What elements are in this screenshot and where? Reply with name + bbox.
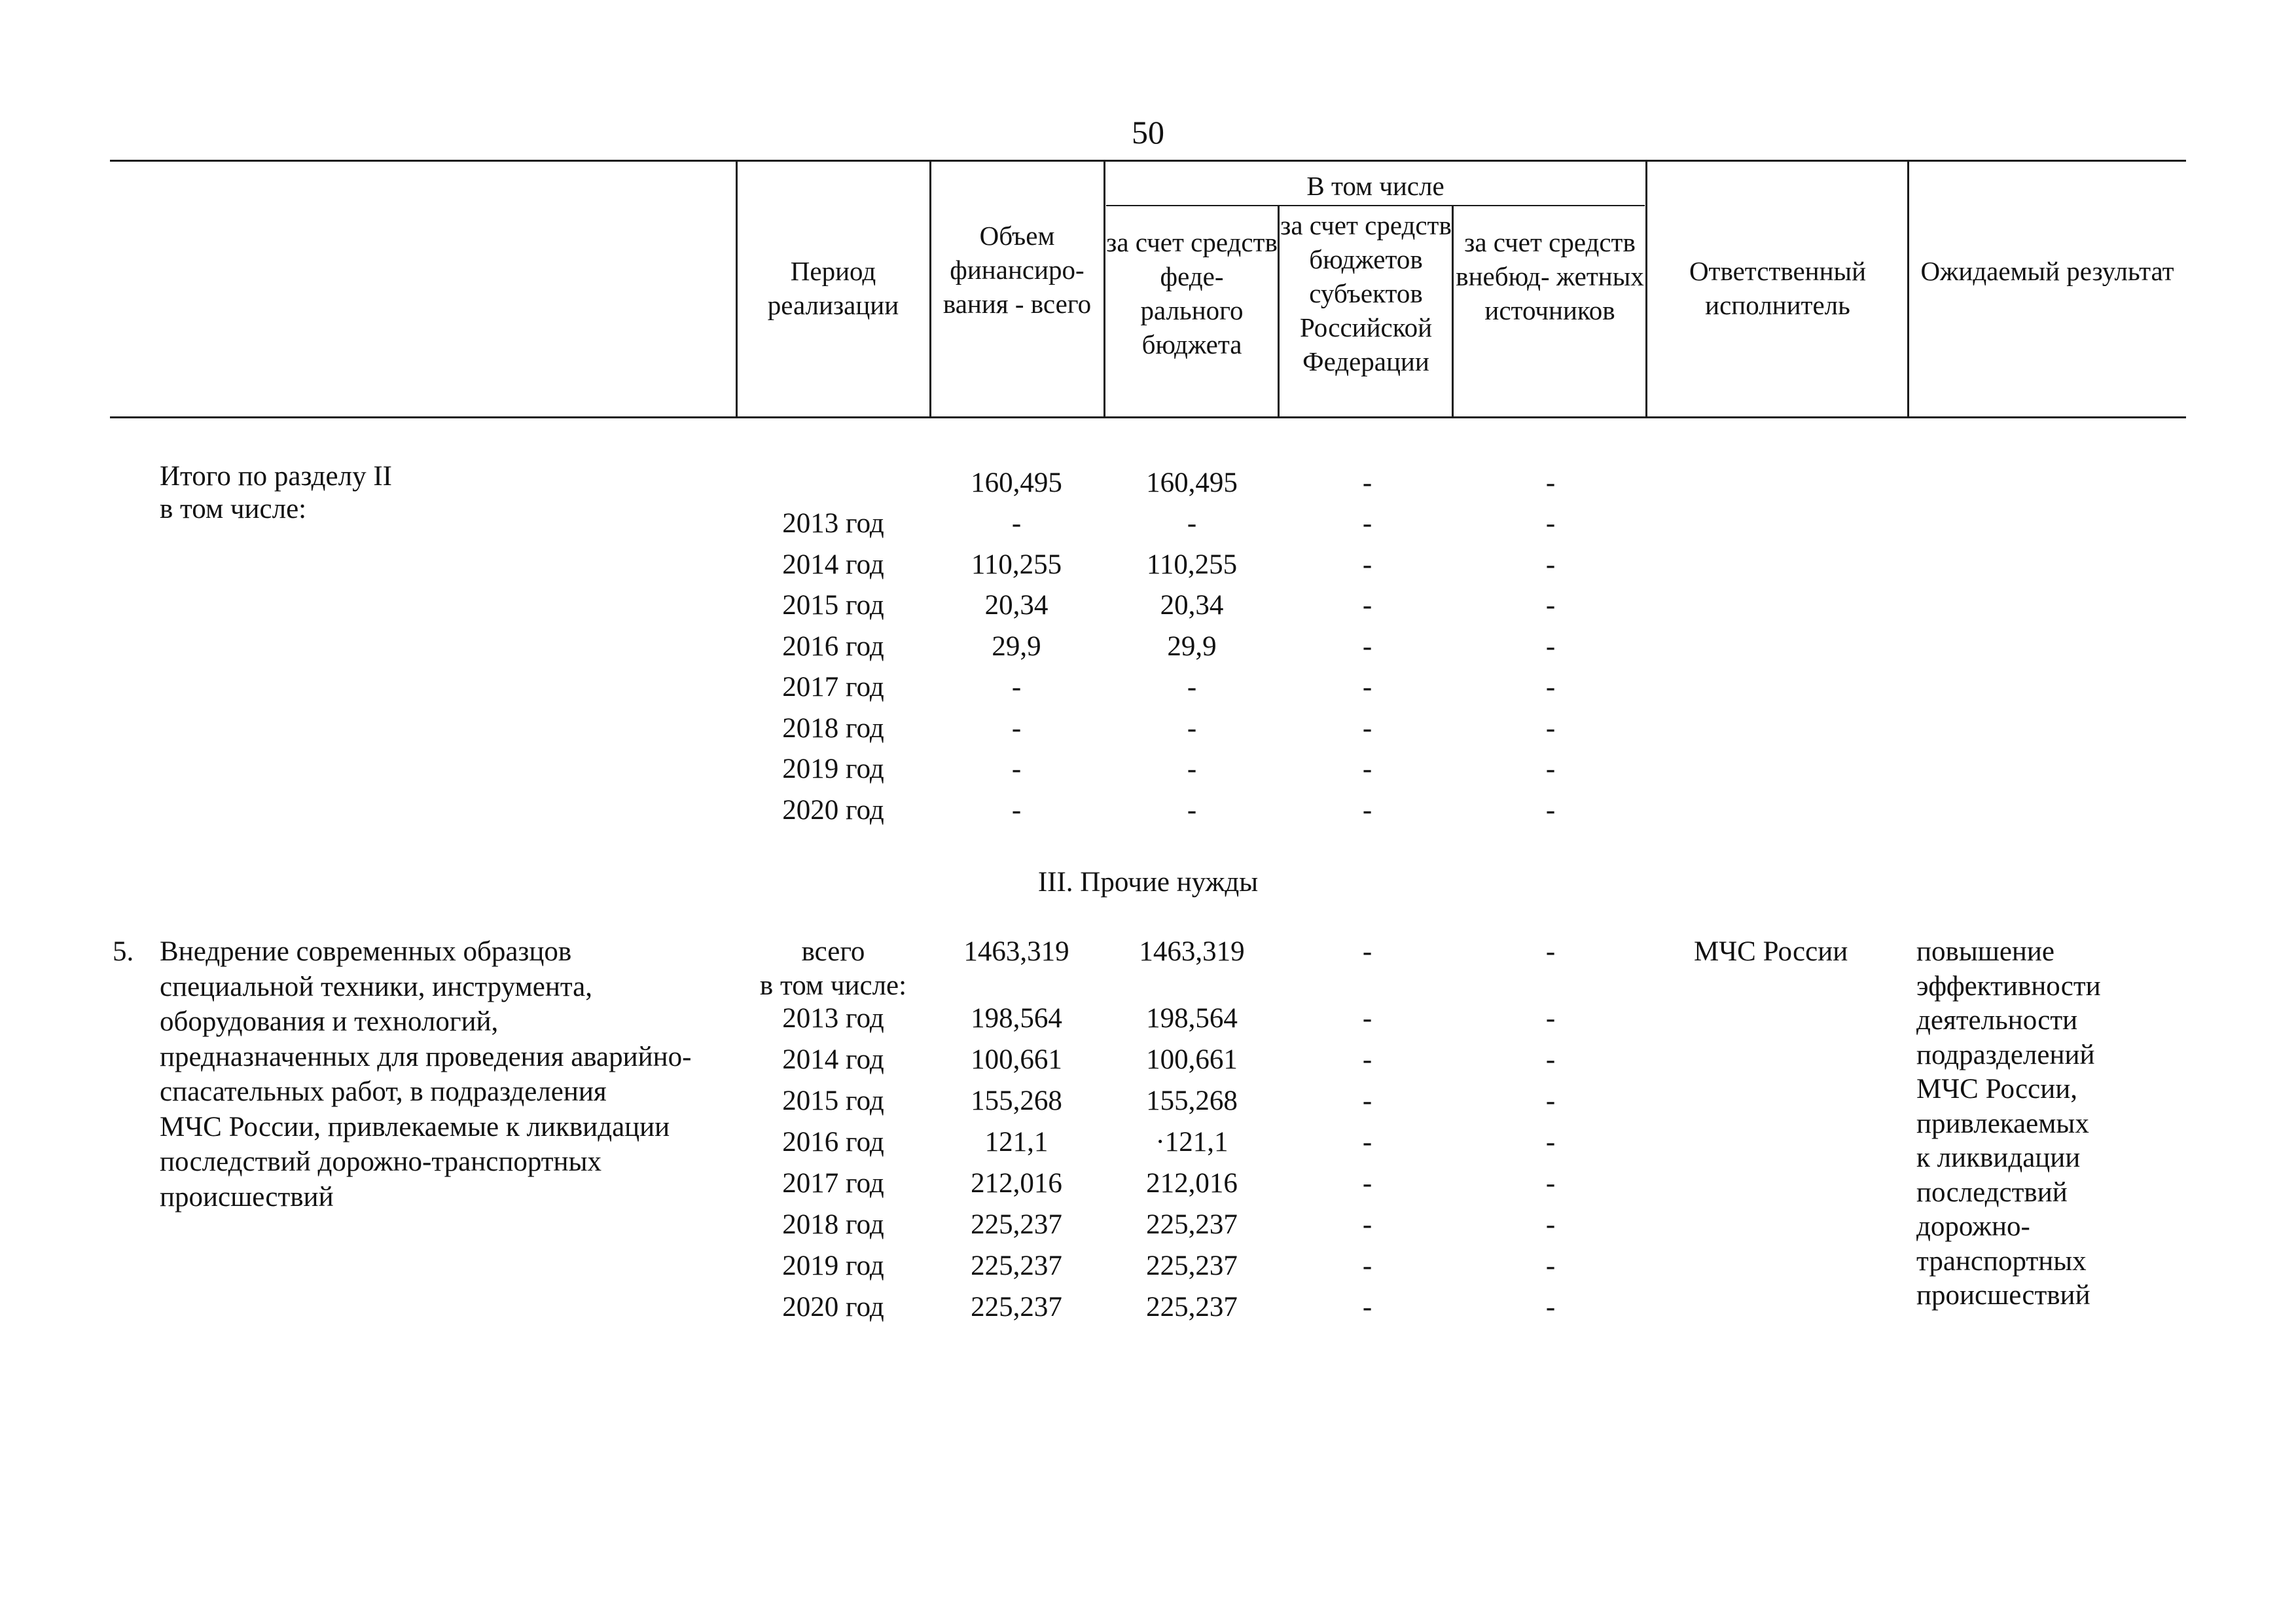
header-divider-6 [1645,160,1647,418]
item5-year-total: 198,564 [971,1003,1062,1034]
item5-year-total: 225,237 [971,1250,1062,1281]
item5-year-period: 2016 год [782,1127,884,1158]
item5-year-row [0,1125,2296,1159]
item5-result-line: привлекаемых [1916,1108,2089,1139]
section2-year-period: 2017 год [782,672,884,702]
item5-executor: МЧС России [1694,936,1848,967]
item5-year-extra: - [1545,1085,1556,1116]
including-subheader-rule [1106,205,1645,206]
header-total: Объем финансиро- вания - всего [942,221,1092,319]
header-divider-2 [929,160,931,418]
item5-year-row [0,1043,2296,1077]
section2-year-period: 2013 год [782,508,884,539]
item5-year-row [0,1208,2296,1242]
section2-year-extra: - [1545,630,1556,662]
item5-year-row [0,1290,2296,1324]
item5-description-line: МЧС России, привлекаемые к ликвидации [160,1111,670,1142]
item5-year-period: 2020 год [782,1292,884,1322]
section2-year-regional: - [1362,549,1372,580]
item5-result-line: последствий [1916,1176,2068,1208]
section2-year-federal: - [1187,794,1197,826]
item5-year-federal: 155,268 [1146,1085,1238,1116]
section2-year-total: - [1011,672,1022,702]
section2-year-regional: - [1362,754,1372,784]
item5-year-federal: 225,237 [1146,1292,1238,1322]
item5-year-extra: - [1545,1044,1556,1075]
item5-year-extra: - [1545,1003,1556,1034]
item5-description-line: оборудования и технологий, [160,1006,499,1037]
section2-year-row [0,589,2296,623]
section2-year-row [0,630,2296,664]
header-divider-1 [736,160,738,418]
header-including: В том числе [1306,171,1444,201]
item5-year-extra: - [1545,1127,1556,1158]
section2-year-extra: - [1545,549,1556,580]
header-divider-5 [1452,205,1454,418]
item5-result-line: эффективности [1916,970,2101,1002]
item5-year-period: 2013 год [782,1003,884,1034]
item5-description-line: специальной техники, инструмента, [160,971,592,1002]
section2-year-row [0,548,2296,582]
section2-year-period: 2015 год [782,590,884,621]
header-result: Ожидаемый результат [1920,256,2174,286]
section2-total-value: 160,495 [971,467,1062,498]
section2-year-extra: - [1545,590,1556,621]
section2-year-period: 2020 год [782,794,884,826]
item5-description-line: происшествий [160,1181,334,1213]
section2-year-total: 110,255 [971,549,1062,580]
section2-label-line1: Итого по разделу II [160,461,392,492]
section2-year-regional: - [1362,672,1372,702]
item5-year-row [0,1084,2296,1118]
item5-extra-value: - [1545,936,1556,967]
section2-year-federal: - [1187,672,1197,702]
section2-year-row [0,712,2296,746]
item5-year-federal: 225,237 [1146,1250,1238,1281]
section2-federal-value: 160,495 [1146,467,1238,498]
header-federal: за счет средств феде- рального бюджета [1106,227,1278,359]
section2-year-row [0,670,2296,704]
section2-year-extra: - [1545,508,1556,539]
section2-year-total: - [1011,508,1022,539]
item5-period-total: всего [801,936,865,967]
item5-year-regional: - [1362,1168,1372,1199]
item5-year-federal: 225,237 [1146,1209,1238,1240]
header-extrabudget: за счет средств внебюд- жетных источников [1456,227,1644,325]
item5-number: 5. [113,936,134,967]
item5-result-line: к ликвидации [1916,1142,2081,1173]
section2-year-regional: - [1362,590,1372,621]
section2-year-regional: - [1362,712,1372,744]
item5-year-total: 155,268 [971,1085,1062,1116]
section2-year-federal: - [1187,754,1197,784]
item5-year-extra: - [1545,1292,1556,1322]
section2-extra-value: - [1545,467,1556,498]
section2-year-regional: - [1362,508,1372,539]
header-executor: Ответственный исполнитель [1689,256,1867,320]
section2-year-total: - [1011,794,1022,826]
header-period: Период реализации [767,256,899,320]
section2-year-row [0,752,2296,786]
section2-year-federal: - [1187,508,1197,539]
header-divider-7 [1907,160,1909,418]
item5-year-regional: - [1362,1209,1372,1240]
item5-year-period: 2017 год [782,1168,884,1199]
item5-result-line: МЧС России, [1916,1074,2077,1104]
item5-year-extra: - [1545,1168,1556,1199]
item5-result-line: деятельности [1916,1005,2078,1036]
item5-year-period: 2019 год [782,1250,884,1281]
item5-year-total: 212,016 [971,1168,1062,1199]
item5-description-line: Внедрение современных образцов [160,936,572,967]
section2-year-row [0,793,2296,828]
item5-year-period: 2018 год [782,1209,884,1240]
item5-year-regional: - [1362,1292,1372,1322]
item5-year-federal: 212,016 [1146,1168,1238,1199]
item5-year-federal: 100,661 [1146,1044,1238,1075]
section2-year-federal: 29,9 [1167,630,1217,662]
item5-year-federal: 198,564 [1146,1003,1238,1034]
item5-regional-value: - [1362,936,1372,967]
item5-year-row [0,1002,2296,1036]
section2-regional-value: - [1362,467,1372,498]
item5-year-regional: - [1362,1250,1372,1281]
item5-result-line: происшествий [1916,1280,2090,1311]
item5-year-regional: - [1362,1044,1372,1075]
item5-description-line: предназначенных для проведения аварийно- [160,1041,692,1072]
section2-year-period: 2014 год [782,549,884,580]
section2-year-federal: 20,34 [1160,590,1224,621]
section2-year-federal: - [1187,712,1197,744]
section2-year-row [0,507,2296,541]
item5-year-regional: - [1362,1127,1372,1158]
item5-result-line: дорожно- [1916,1211,2030,1242]
item5-year-extra: - [1545,1250,1556,1281]
section2-year-federal: 110,255 [1146,549,1238,580]
header-regional: за счет средств бюджетов субъектов Российской Федерации [1280,210,1452,376]
section2-year-regional: - [1362,794,1372,826]
header-top-rule [110,160,2186,162]
item5-year-period: 2015 год [782,1085,884,1116]
header-divider-4 [1278,205,1280,418]
item5-description-line: спасательных работ, в подразделения [160,1076,607,1107]
item5-year-period: 2014 год [782,1044,884,1075]
section3-title: III. Прочие нужды [1037,867,1259,898]
item5-year-total: 100,661 [971,1044,1062,1075]
item5-year-extra: - [1545,1209,1556,1240]
section2-year-extra: - [1545,672,1556,702]
section2-year-total: - [1011,754,1022,784]
section2-year-total: - [1011,712,1022,744]
item5-result-line: транспортных [1916,1245,2087,1277]
item5-result-line: подразделений [1916,1039,2095,1070]
item5-year-row [0,1249,2296,1283]
item5-year-row [0,1167,2296,1201]
section2-year-extra: - [1545,712,1556,744]
item5-year-federal: ·121,1 [1155,1127,1229,1158]
section2-year-regional: - [1362,630,1372,662]
item5-year-total: 121,1 [984,1127,1049,1158]
header-divider-3 [1103,160,1105,418]
section2-year-period: 2016 год [782,630,884,662]
section2-year-total: 20,34 [984,590,1049,621]
section2-total-row [0,466,2296,500]
section2-year-period: 2019 год [782,754,884,784]
section2-year-total: 29,9 [992,630,1041,662]
item5-result-line: повышение [1916,936,2055,967]
section2-year-extra: - [1545,794,1556,826]
item5-total-value: 1463,319 [963,936,1069,967]
item5-period-including: в том числе: [759,970,907,1001]
section2-year-extra: - [1545,754,1556,784]
item5-year-regional: - [1362,1085,1372,1116]
section2-label-line2: в том числе: [160,494,307,524]
item5-year-total: 225,237 [971,1292,1062,1322]
header-bottom-rule [110,416,2186,418]
item5-year-regional: - [1362,1003,1372,1034]
item5-federal-value: 1463,319 [1139,936,1245,967]
section2-year-period: 2018 год [782,712,884,744]
item5-year-total: 225,237 [971,1209,1062,1240]
item5-description-line: последствий дорожно-транспортных [160,1146,601,1177]
page-number: 50 [1132,114,1164,151]
